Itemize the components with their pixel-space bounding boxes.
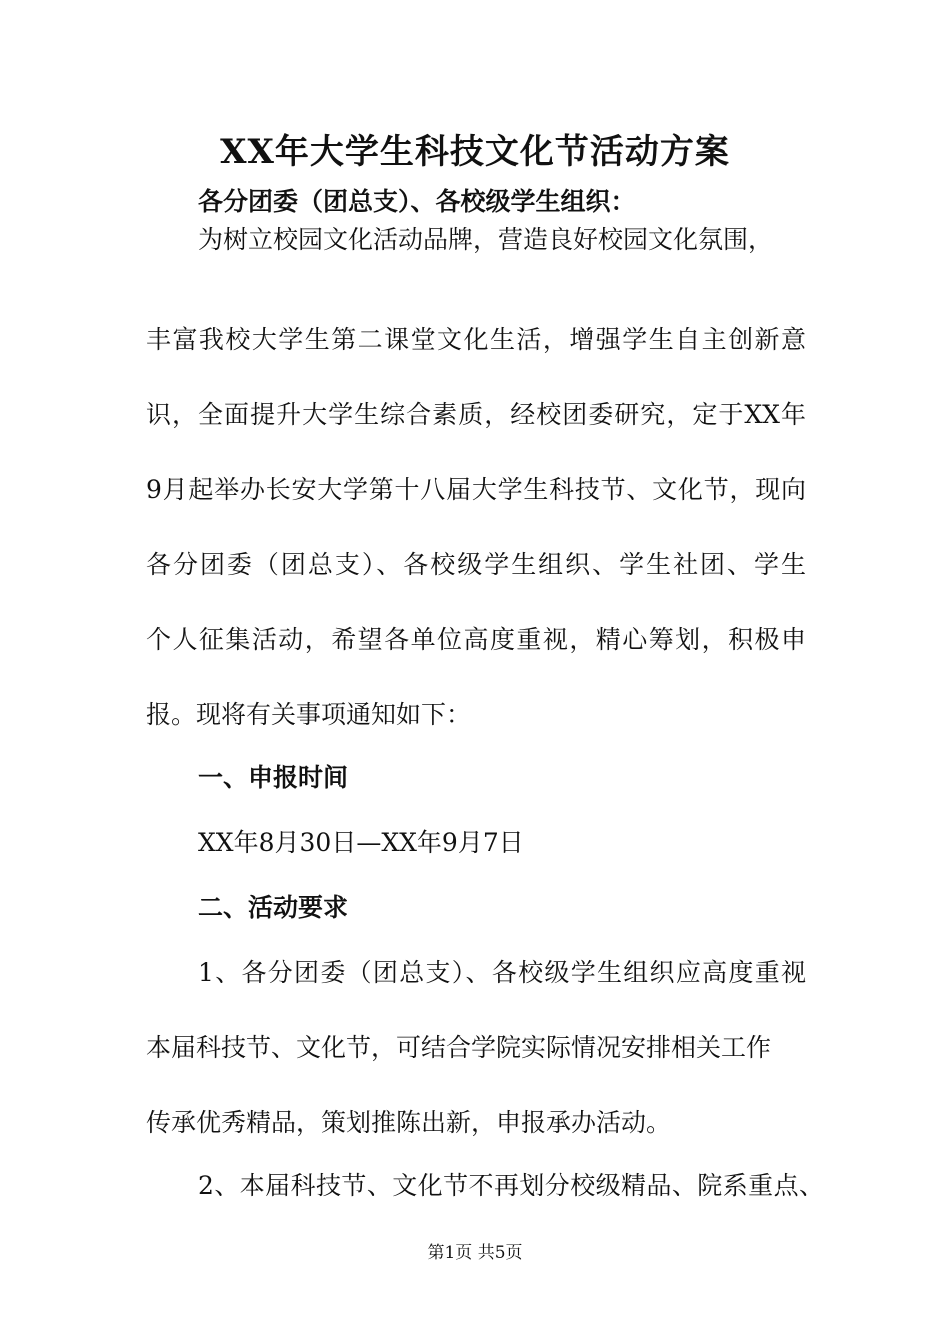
- requirement-1-line-3: 传承优秀精品，策划推陈出新，申报承办活动。: [146, 1108, 672, 1137]
- intro-line-2: 丰富我校大学生第二课堂文化生活，增强学生自主创新意: [146, 325, 806, 354]
- requirement-2-line-1: 2、本届科技节、文化节不再划分校级精品、院系重点、: [198, 1171, 824, 1200]
- document-title: XX年大学生科技文化节活动方案: [220, 132, 730, 172]
- application-time-text: XX年8月30日—XX年9月7日: [198, 828, 524, 857]
- section-heading-requirements: 二、活动要求: [198, 893, 349, 922]
- salutation: 各分团委（团总支）、各校级学生组织：: [198, 187, 636, 216]
- requirement-1-line-1: 1、各分团委（团总支）、各校级学生组织应高度重视: [198, 958, 806, 987]
- intro-line-5: 各分团委（团总支）、各校级学生组织、学生社团、学生: [146, 550, 806, 579]
- intro-line-7: 报。现将有关事项通知如下：: [146, 700, 472, 729]
- intro-line-6: 个人征集活动，希望各单位高度重视，精心筹划，积极申: [146, 625, 806, 654]
- section-heading-application-time: 一、申报时间: [198, 763, 349, 792]
- page-footer: 第1页 共5页: [427, 1243, 523, 1263]
- intro-line-1: 为树立校园文化活动品牌，营造良好校园文化氛围，: [198, 225, 774, 254]
- intro-line-3: 识，全面提升大学生综合素质，经校团委研究，定于XX年: [146, 400, 806, 429]
- intro-line-4: 9月起举办长安大学第十八届大学生科技节、文化节，现向: [146, 475, 806, 504]
- requirement-1-line-2: 本届科技节、文化节，可结合学院实际情况安排相关工作: [146, 1033, 772, 1062]
